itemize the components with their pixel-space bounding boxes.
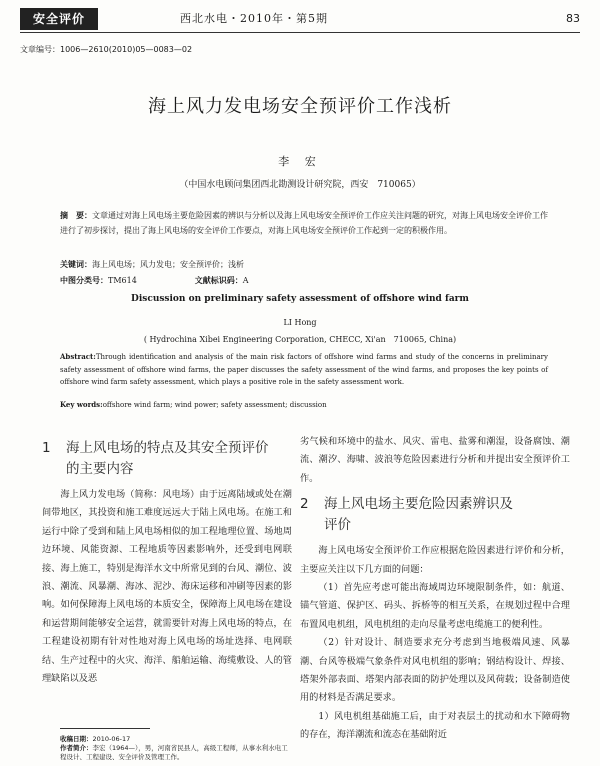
journal-header: 西北水电・2010年・第5期: [180, 12, 328, 25]
received-date: [60, 735, 292, 744]
abstract-en-label: Abstract:: [60, 352, 96, 361]
section2-intro: 海上风电场安全预评价工作应根据危险因素进行评价和分析，主要应关注以下几方面的问题：: [300, 545, 570, 575]
keywords-en-label: Key words:: [60, 400, 103, 409]
author-cn: 李 宏: [278, 155, 322, 168]
abstract-cn-text: 文章通过对海上风电场主要危险因素的辨识与分析以及海上风电场安全预评价工作应关注问题的研究，对海上风电场安全评价工作进行了初步探讨，提出了海上风电场的安全评价工作要点，对海上风电场安全预评价工作起到一定的积极作用。: [60, 211, 548, 235]
affiliation-en: ( Hydrochina Xibei Engineering Corporation, CHECC, Xi'an 710065, China): [143, 335, 457, 344]
received-label: 收稿日期：: [60, 735, 93, 743]
author-bio: [60, 744, 292, 762]
section2-item1: （1）首先应考虑可能出海域周边环境限制条件，如：航道、锚气管道、保护区、码头、拆桥等的相互关系，在规划过程中合理布置风电机组，风电机组的走向尽量考虑电缆施工的便利性。: [300, 582, 570, 630]
classification: [60, 273, 548, 288]
footnote-rule: [60, 728, 150, 729]
doc-code-value: A: [242, 276, 249, 285]
section2-title-line1: 海上风电场主要危险因素辨识及: [324, 496, 513, 513]
header-rule: [20, 32, 580, 33]
keywords-cn: [60, 257, 548, 272]
article-number: 文章编号：1006—2610(2010)05—0083—02: [20, 45, 193, 54]
section1-title-line2: 的主要内容: [66, 461, 134, 477]
keywords-en-text: offshore wind farm; wind power; safety assessment; discussion: [102, 401, 327, 409]
section2-item2: （2）针对设计、制造要求充分考虑到当地极端风速、风暴潮、台风等极端气象条件对风电机组的影响；钢结构设计、焊接、塔架外部表面、塔架内部表面的防护处理以及风荷载；设备制造使用的材料是否满足要求。: [300, 637, 570, 704]
title-en: Discussion on preliminary safety assessment of offshore wind farm: [131, 294, 469, 304]
received-value: 2010-06-17: [92, 735, 131, 743]
keywords-cn-text: 海上风电场；风力发电；安全预评价；浅析: [92, 260, 244, 269]
left-column: [42, 438, 292, 688]
section-tag: 安全评价: [20, 8, 98, 30]
affiliation-cn: （中国水电顾问集团西北勘测设计研究院，西安 710065）: [179, 180, 421, 190]
abstract-en: [60, 351, 548, 389]
section2-subitem1: 1）风电机组基础施工后，由于对表层土的扰动和水下障碍物的存在，海洋潮流和流态在基础附近: [300, 710, 570, 741]
doc-code-label: 文献标识码：: [194, 275, 243, 285]
section1-paragraph: 海上风力发电场（简称：风电场）由于远离陆域或处在潮间带地区，其投资和施工难度远远大于陆上风电场。在施工和运行中除了受到和陆上风电场相似的加工程地理位置、场地周边环境、风能资源、工程地质等因素影响外，还受到电网联接、海上施工，特别是海洋水文中所常见到的台风、潮位、波浪、潮流、风暴潮、海冰、泥沙、海床运移和冲刷等因素的影响。如何保障海上风电场的本质安全，保障海上风电场在建设和运营期间能够安全运营，就需要针对海上风电场的特点，在工程建设初期有针对性地对海上风电场的场址选择、电网联结、生产过程中的火灾、海洋、船舶运输、海缆敷设、人的管理缺陷以及恶: [42, 489, 292, 685]
title-cn: 海上风力发电场安全预评价工作浅析: [148, 96, 452, 117]
footnote: [60, 735, 292, 762]
right-column: [300, 433, 570, 745]
section2-title-line2: 评价: [324, 517, 351, 534]
section2-number: 2: [300, 496, 309, 513]
clc-value: TM614: [108, 276, 137, 285]
section1-number: 1: [42, 440, 51, 456]
author-en: LI Hong: [283, 318, 317, 327]
clc-label: 中图分类号：: [60, 275, 108, 285]
abstract-cn: [60, 208, 548, 238]
keywords-cn-label: 关键词：: [60, 259, 92, 269]
bio-text: 李宏（1964—），男，河南省民县人，高级工程师，从事水利水电工程设计、工程建设、安全评价及管理工作。: [60, 744, 288, 761]
abstract-cn-label: 摘 要：: [60, 210, 92, 220]
paragraph-continued: 劣气候和环境中的盐水、风灾、雷电、盐雾和潮湿，设备腐蚀、潮流、潮汐、海啸、波浪等危险因素进行分析和并提出安全预评价工作。: [300, 436, 570, 484]
abstract-en-text: Through identification and analysis of the main risk factors of offshore wind farms and study of the concerns in preliminary safety assessment of offshore wind farms, the paper discusses the safety assessment of the wind farms, and proposes the key points of offshore wind farm safety assessment, which plays a positive role in the safety assessment work.: [60, 353, 548, 386]
section1-heading: [42, 438, 292, 480]
page-number: 83: [566, 12, 580, 25]
section2-heading: [300, 494, 570, 536]
bio-label: 作者简介：: [60, 744, 93, 752]
keywords-en: [60, 399, 548, 411]
section1-title-line1: 海上风电场的特点及其安全预评价: [66, 440, 269, 456]
